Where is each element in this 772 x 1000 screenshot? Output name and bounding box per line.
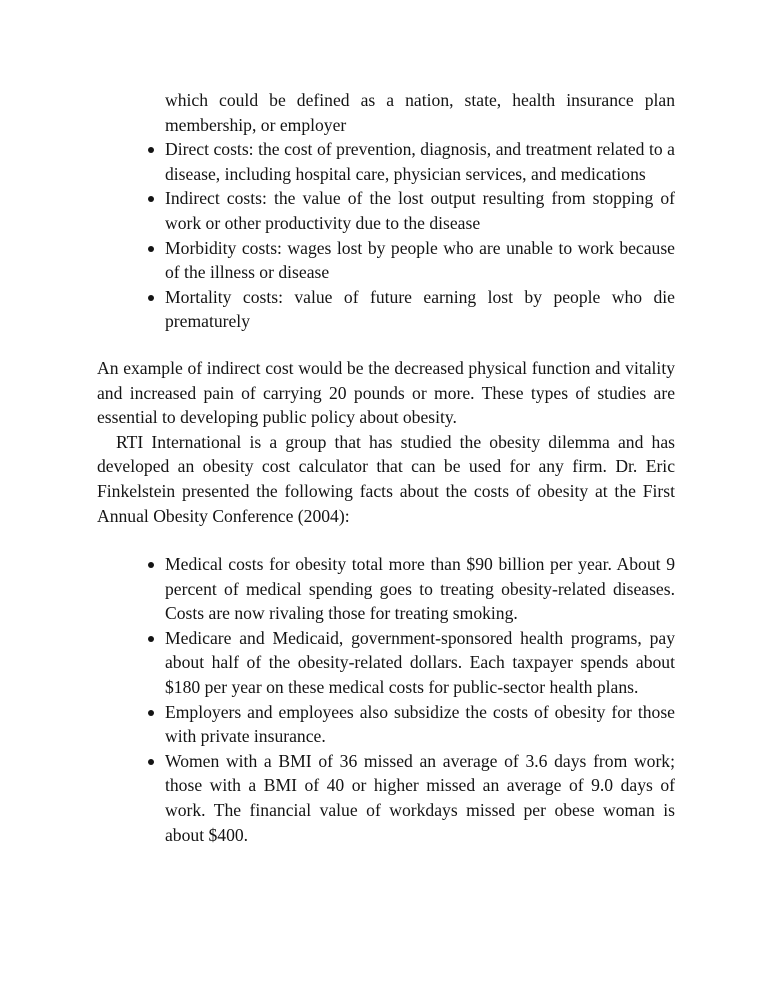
cost-types-list xyxy=(97,88,675,334)
paragraph-rti-international: RTI International is a group that has studied the obesity dilemma and has developed an obesity cost calculator that can be used for any firm. Dr. Eric Finkelstein presented the following facts about the costs of obesity at the First Annual Obesity Conference (2004): xyxy=(97,431,675,526)
list-item-medical-costs: Medical costs for obesity total more than $90 billion per year. About 9 percent of medical spending goes to treating obesity-related diseases. Costs are now rivaling those for treating smoking. xyxy=(165,552,675,626)
list-item-employers: Employers and employees also subsidize the costs of obesity for those with private insurance. xyxy=(165,700,675,749)
list-item-mortality-costs: Mortality costs: value of future earning lost by people who die prematurely xyxy=(165,285,675,334)
paragraph-indirect-cost-example: An example of indirect cost would be the decreased physical function and vitality and increased pain of carrying 20 pounds or more. These types of studies are essential to developing public policy about obesity. xyxy=(97,357,675,428)
obesity-facts-list xyxy=(97,552,675,847)
document-page xyxy=(97,88,675,847)
list-item-morbidity-costs: Morbidity costs: wages lost by people who are unable to work because of the illness or disease xyxy=(165,236,675,285)
list-item-women-bmi: Women with a BMI of 36 missed an average of 3.6 days from work; those with a BMI of 40 or higher missed an average of 9.0 days of work. The financial value of workdays missed per obese woman is about $400. xyxy=(165,749,675,847)
list-item-continuation: which could be defined as a nation, state, health insurance plan membership, or employer xyxy=(165,90,675,135)
list-item-indirect-costs: Indirect costs: the value of the lost output resulting from stopping of work or other productivity due to the disease xyxy=(165,186,675,235)
list-item-direct-costs: Direct costs: the cost of prevention, diagnosis, and treatment related to a disease, including hospital care, physician services, and medications xyxy=(165,137,675,186)
list-item-medicare-medicaid: Medicare and Medicaid, government-sponsored health programs, pay about half of the obesity-related dollars. Each taxpayer spends about $180 per year on these medical costs for public-sector health plans. xyxy=(165,626,675,700)
